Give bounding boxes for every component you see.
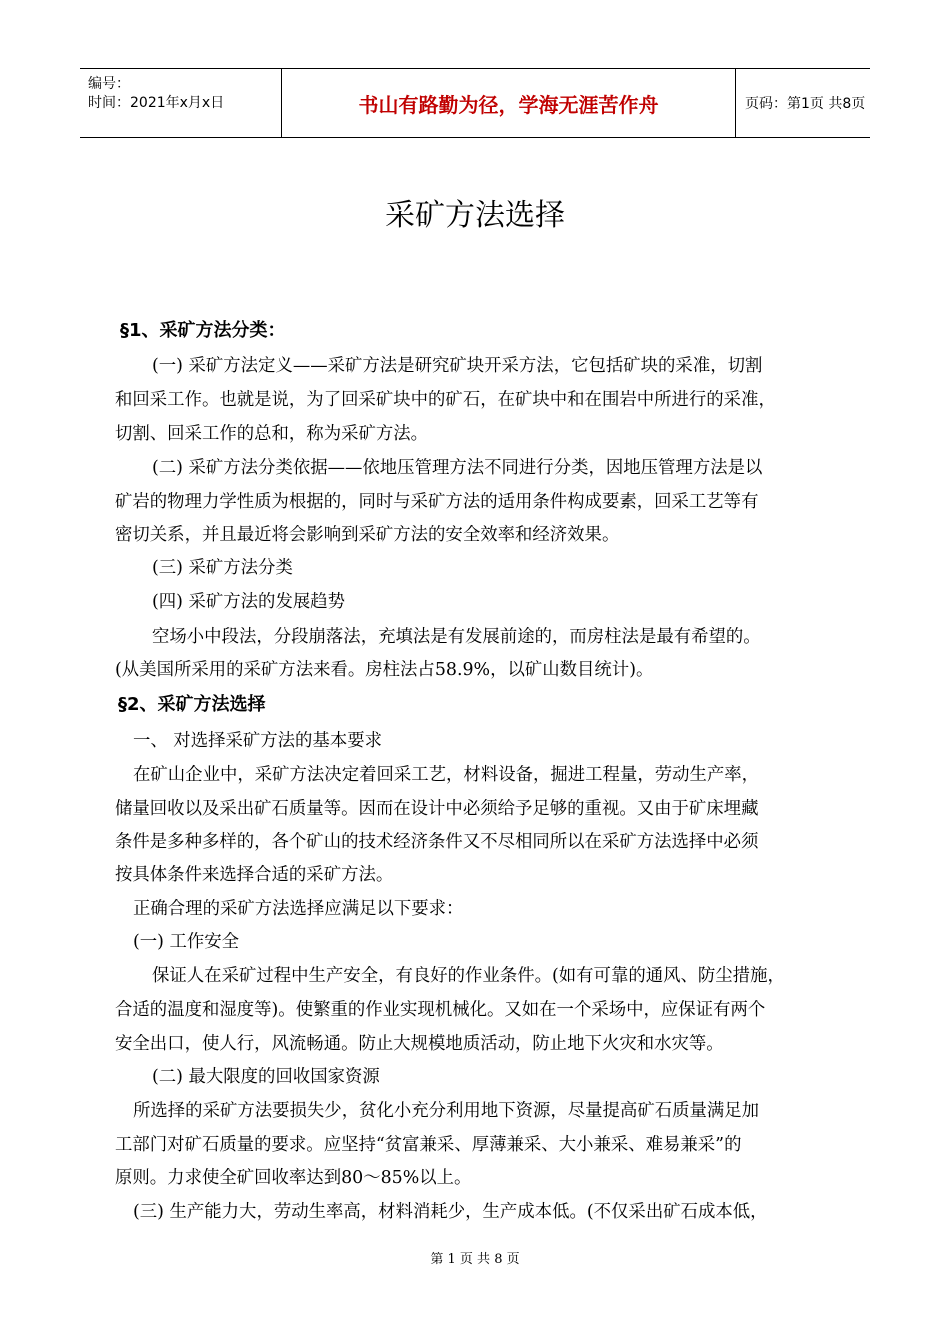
paragraph-line: 密切关系，并且最近将会影响到采矿方法的安全效率和经济效果。 (115, 525, 620, 545)
page-header (80, 68, 870, 138)
document-title: 采矿方法选择 (385, 198, 565, 233)
paragraph-line: 和回采工作。也就是说，为了回采矿块中的矿石，在矿块中和在围岩中所进行的采准， (115, 390, 776, 410)
paragraph-line: 空场小中段法，分段崩落法，充填法是有发展前途的，而房柱法是最有希望的。 (152, 627, 761, 647)
doc-date-label: 时间：2021年x月x日 (88, 95, 225, 111)
paragraph-line: 安全出口，使人行，风流畅通。防止大规模地质活动，防止地下火灾和水灾等。 (115, 1034, 724, 1054)
paragraph-line: 正确合理的采矿方法选择应满足以下要求： (133, 899, 464, 919)
paragraph-line: 所选择的采矿方法要损失少，贫化小充分利用地下资源，尽量提高矿石质量满足加 (133, 1101, 760, 1121)
paragraph-line: (三) 采矿方法分类 (152, 558, 293, 578)
paragraph-line: (二) 最大限度的回收国家资源 (152, 1067, 380, 1087)
paragraph-line: 矿岩的物理力学性质为根据的，同时与采矿方法的适用条件构成要素，回采工艺等有 (115, 492, 759, 512)
paragraph-line: 条件是多种多样的，各个矿山的技术经济条件又不尽相同所以在采矿方法选择中必须 (115, 832, 759, 852)
paragraph-line: 工部门对矿石质量的要求。应坚持“贫富兼采、厚薄兼采、大小兼采、难易兼采”的 (115, 1135, 742, 1155)
paragraph-line: (从美国所采用的采矿方法来看。房柱法占58.9%，以矿山数目统计)。 (115, 660, 654, 680)
doc-number-label: 编号： (88, 76, 130, 92)
paragraph-line: (三) 生产能力大，劳动生率高，材料消耗少，生产成本低。(不仅采出矿石成本低， (133, 1202, 768, 1222)
section-heading-1: §1、采矿方法分类： (120, 320, 286, 341)
section-heading-2: §2、采矿方法选择 (118, 694, 266, 715)
paragraph-line: 合适的温度和湿度等)。使繁重的作业实现机械化。又如在一个采场中，应保证有两个 (115, 1000, 766, 1020)
header-motto-cell (281, 69, 736, 137)
page-footer: 第 1 页 共 8 页 (430, 1252, 520, 1267)
paragraph-line: 在矿山企业中，采矿方法决定着回采工艺，材料设备，掘进工程量，劳动生产率， (133, 765, 760, 785)
header-motto: 书山有路勤为径，学海无涯苦作舟 (358, 93, 659, 117)
paragraph-line: (二) 采矿方法分类依据——依地压管理方法不同进行分类，因地压管理方法是以 (152, 458, 763, 478)
paragraph-line: 切割、回采工作的总和，称为采矿方法。 (115, 424, 429, 444)
paragraph-line: 保证人在采矿过程中生产安全，有良好的作业条件。(如有可靠的通风、防尘措施， (152, 966, 785, 986)
header-page-cell (735, 69, 870, 137)
header-left-cell (80, 69, 281, 137)
header-page-number: 页码：第1页 共8页 (745, 96, 866, 112)
paragraph-line: 按具体条件来选择合适的采矿方法。 (115, 865, 394, 885)
paragraph-line: (一) 工作安全 (133, 932, 240, 952)
paragraph-line: (一) 采矿方法定义——采矿方法是研究矿块开采方法，它包括矿块的采准，切割 (152, 356, 763, 376)
paragraph-line: 储量回收以及采出矿石质量等。因而在设计中必须给予足够的重视。又由于矿床埋藏 (115, 799, 759, 819)
paragraph-line: (四) 采矿方法的发展趋势 (152, 592, 346, 612)
paragraph-line: 原则。力求使全矿回收率达到80～85%以上。 (115, 1168, 472, 1188)
subsection-heading: 一、 对选择采矿方法的基本要求 (133, 731, 382, 751)
